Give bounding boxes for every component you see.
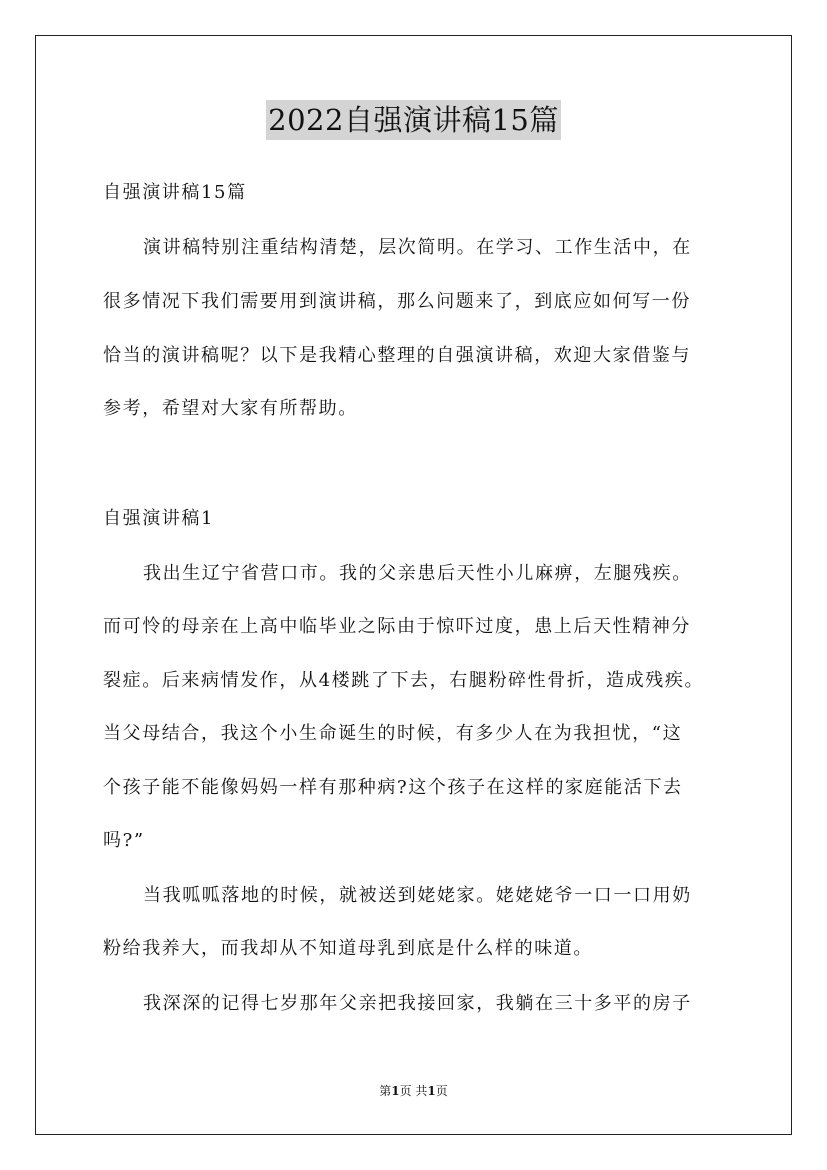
title-container	[0, 100, 827, 140]
intro-line: 很多情况下我们需要用到演讲稿，那么问题来了，到底应如何写一份	[103, 291, 691, 312]
intro-line: 恰当的演讲稿呢？以下是我精心整理的自强演讲稿，欢迎大家借鉴与	[103, 345, 691, 366]
footer-page-number: 1	[391, 1084, 400, 1098]
footer-prefix: 第	[379, 1084, 392, 1098]
document-subtitle: 自强演讲稿15篇	[103, 182, 247, 203]
footer-mid: 页 共	[399, 1084, 428, 1098]
paragraph-line: 而可怜的母亲在上高中临毕业之际由于惊吓过度，患上后天性精神分	[103, 616, 691, 637]
section-heading: 自强演讲稿1	[103, 508, 215, 529]
page-footer	[0, 1083, 827, 1099]
paragraph-line: 我深深的记得七岁那年父亲把我接回家，我躺在三十多平的房子	[143, 993, 692, 1014]
paragraph-line: 我出生辽宁省营口市。我的父亲患后天性小儿麻痹，左腿残疾。	[143, 563, 692, 584]
footer-suffix: 页	[435, 1084, 448, 1098]
intro-line: 参考，希望对大家有所帮助。	[103, 398, 358, 419]
paragraph-line: 裂症。后来病情发作，从4楼跳了下去，右腿粉碎性骨折，造成残疾。	[103, 670, 705, 691]
paragraph-line: 当我呱呱落地的时候，就被送到姥姥家。姥姥姥爷一口一口用奶	[143, 885, 692, 906]
document-title: 2022自强演讲稿15篇	[266, 100, 561, 140]
paragraph-line: 粉给我养大，而我却从不知道母乳到底是什么样的味道。	[103, 938, 593, 959]
paragraph-line: 吗?”	[103, 830, 145, 851]
intro-line: 演讲稿特别注重结构清楚，层次简明。在学习、工作生活中，在	[143, 237, 692, 258]
paragraph-line: 个孩子能不能像妈妈一样有那种病?这个孩子在这样的家庭能活下去	[103, 777, 683, 798]
paragraph-line: 当父母结合，我这个小生命诞生的时候，有多少人在为我担忧，“这	[103, 723, 683, 744]
footer-page-total: 1	[427, 1084, 436, 1098]
